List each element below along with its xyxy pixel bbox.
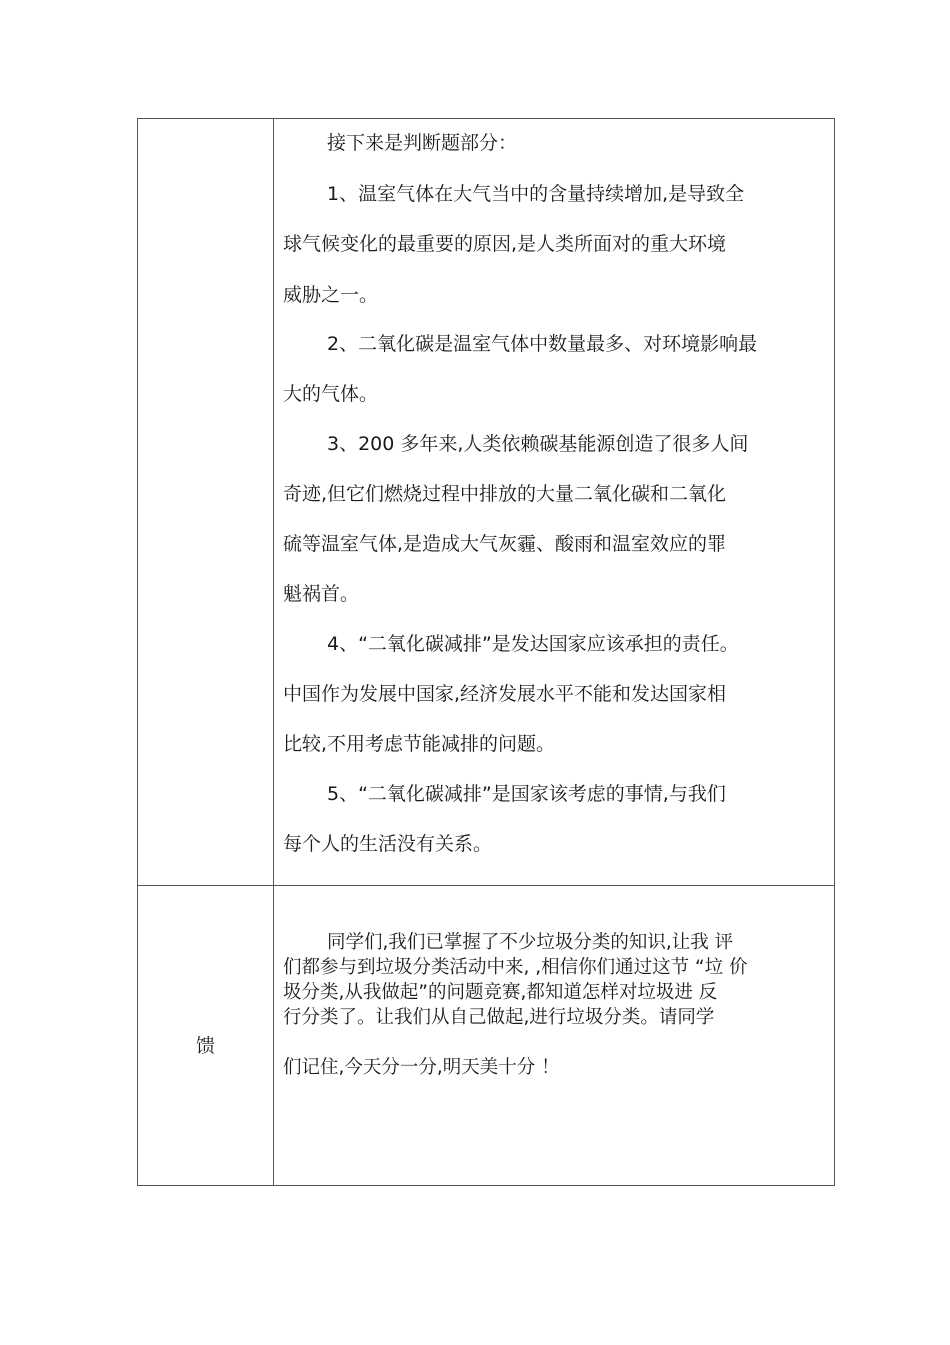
table-row [138,885,834,1185]
section-intro: 接下来是判断题部分： [327,132,518,154]
content-table [137,118,835,1186]
question-3-line-3: 硫等温室气体,是造成大气灰霾、酸雨和温室效应的罪 [283,533,727,555]
feedback-line-4: 行分类了。让我们从自己做起,进行垃圾分类。请同学 [283,1007,715,1028]
question-4-line-1: 4、“二氧化碳减排”是发达国家应该承担的责任。 [327,633,739,655]
question-3-line-2: 奇迹,但它们燃烧过程中排放的大量二氧化碳和二氧化 [283,483,727,505]
row-label-cell [138,119,274,885]
feedback-line-2: 们都参与到垃圾分类活动中来, ,相信你们通过这节 “垃 价 [283,957,748,978]
question-1-line-1: 1、温室气体在大气当中的含量持续增加,是导致全 [327,183,745,205]
row-label-cell [138,886,274,1185]
question-content-cell [274,119,834,885]
question-3-line-4: 魁祸首。 [283,583,360,605]
feedback-content-cell [274,886,834,1185]
question-4-line-3: 比较,不用考虑节能减排的问题。 [283,733,556,755]
table-row [138,119,834,885]
feedback-line-1: 同学们,我们已掌握了不少垃圾分类的知识,让我 评 [327,932,734,953]
question-1-line-2: 球气候变化的最重要的原因,是人类所面对的重大环境 [283,233,727,255]
feedback-label: 馈 [195,1035,215,1057]
feedback-line-5: 们记住,今天分一分,明天美十分 ！ [283,1057,560,1078]
question-5-line-1: 5、“二氧化碳减排”是国家该考虑的事情,与我们 [327,783,726,805]
question-4-line-2: 中国作为发展中国家,经济发展水平不能和发达国家相 [283,683,727,705]
question-5-line-2: 每个人的生活没有关系。 [283,833,493,855]
question-2-line-2: 大的气体。 [283,383,379,405]
question-1-line-3: 威胁之一。 [283,284,379,306]
question-3-line-1: 3、200 多年来,人类依赖碳基能源创造了很多人间 [327,433,749,455]
question-2-line-1: 2、二氧化碳是温室气体中数量最多、对环境影响最 [327,333,758,355]
feedback-line-3: 圾分类,从我做起”的问题竞赛,都知道怎样对垃圾进 反 [283,982,718,1003]
